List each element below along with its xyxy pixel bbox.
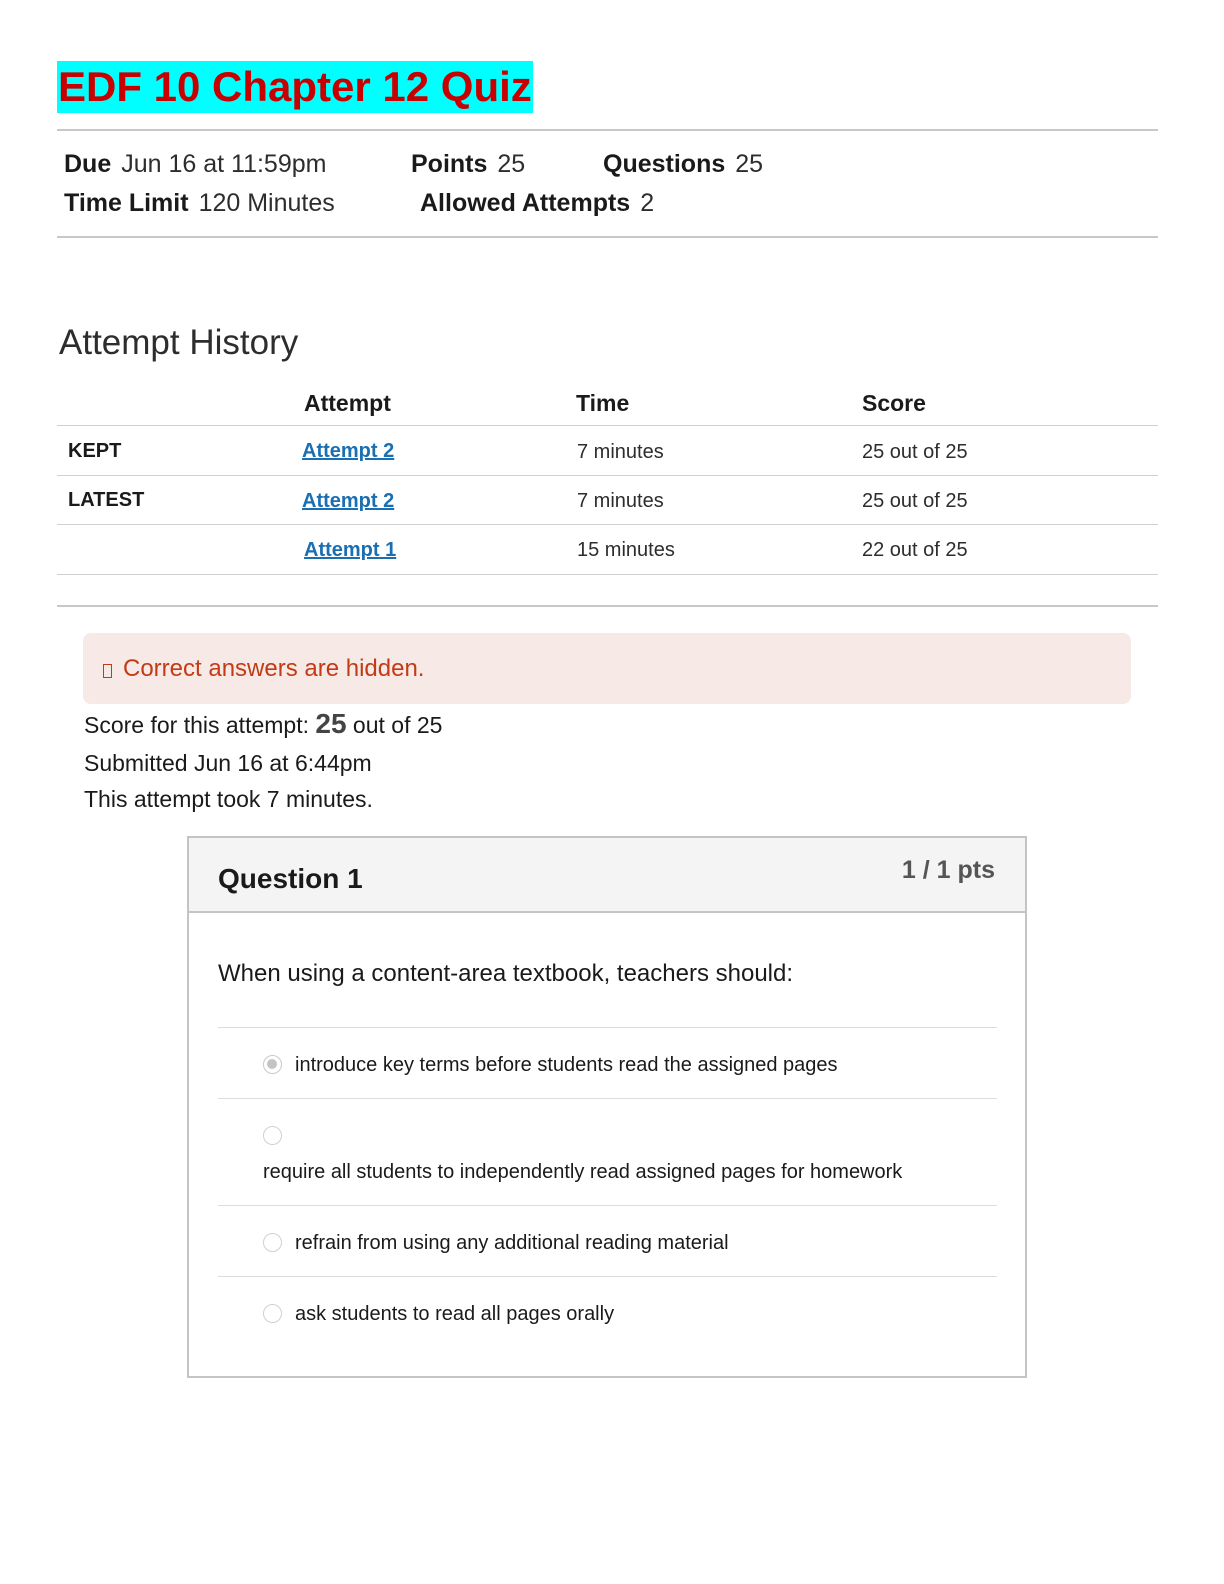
questions-detail (603, 149, 763, 179)
attempt-score: 22 out of 25 (862, 539, 968, 561)
column-header-time: Time (576, 390, 630, 416)
score-value: 25 (315, 708, 347, 739)
attempt-history-title: Attempt History (59, 323, 299, 362)
option-divider (218, 1205, 997, 1206)
time-limit-detail (64, 188, 335, 218)
notice-text: Correct answers are hidden. (123, 655, 425, 682)
due-label: Due (64, 150, 112, 178)
points-value: 25 (497, 150, 526, 178)
table-row-divider (57, 524, 1158, 525)
attempt-time: 7 minutes (577, 490, 664, 512)
score-suffix: out of 25 (346, 712, 443, 738)
option-radio[interactable] (263, 1233, 282, 1252)
title-divider (57, 129, 1158, 131)
option-label: refrain from using any additional reading material (295, 1232, 729, 1254)
duration-text: This attempt took 7 minutes. (84, 786, 373, 812)
section-divider (57, 605, 1158, 607)
table-row-divider (57, 475, 1158, 476)
column-header-score: Score (862, 390, 926, 416)
points-label: Points (411, 150, 488, 178)
time-limit-label: Time Limit (64, 189, 189, 217)
option-divider (218, 1027, 997, 1028)
column-header-attempt: Attempt (304, 390, 391, 416)
submitted-text: Submitted Jun 16 at 6:44pm (84, 750, 372, 776)
question-points: 1 / 1 pts (901, 856, 995, 884)
due-value: Jun 16 at 11:59pm (121, 150, 327, 178)
question-text: When using a content-area textbook, teachers should: (218, 960, 794, 987)
option-label: introduce key terms before students read the assigned pages (295, 1054, 838, 1076)
row-label-kept: KEPT (68, 440, 122, 462)
score-prefix: Score for this attempt: (84, 712, 316, 738)
option-divider (218, 1276, 997, 1277)
details-divider (57, 236, 1158, 238)
allowed-attempts-value: 2 (640, 189, 655, 217)
allowed-attempts-label: Allowed Attempts (420, 189, 631, 217)
attempt-score: 25 out of 25 (862, 490, 968, 512)
option-radio[interactable] (263, 1126, 282, 1145)
questions-value: 25 (735, 150, 764, 178)
table-row-divider (57, 574, 1158, 575)
option-radio-selected[interactable] (263, 1055, 282, 1074)
attempt-link[interactable]: Attempt 2 (302, 440, 395, 462)
page-title: EDF 10 Chapter 12 Quiz (57, 61, 533, 113)
time-limit-value: 120 Minutes (198, 189, 335, 217)
question-card (187, 836, 1027, 1378)
allowed-attempts-detail (420, 188, 654, 218)
option-label: ask students to read all pages orally (295, 1303, 615, 1325)
option-label: require all students to independently read assigned pages for homework (263, 1161, 903, 1183)
row-label-latest: LATEST (68, 489, 145, 511)
table-header-divider (57, 425, 1158, 426)
question-header (189, 838, 1025, 913)
questions-label: Questions (603, 150, 726, 178)
question-title: Question 1 (218, 863, 363, 894)
attempt-link[interactable]: Attempt 2 (302, 490, 395, 512)
option-divider (218, 1098, 997, 1099)
attempt-score: 25 out of 25 (862, 441, 968, 463)
attempt-time: 7 minutes (577, 441, 664, 463)
info-box-icon (103, 664, 112, 678)
points-detail (411, 149, 525, 179)
option-radio[interactable] (263, 1304, 282, 1323)
score-summary (84, 709, 442, 740)
attempt-time: 15 minutes (577, 539, 675, 561)
due-detail (64, 149, 326, 179)
attempt-link[interactable]: Attempt 1 (304, 539, 397, 561)
answers-hidden-notice (83, 633, 1131, 704)
